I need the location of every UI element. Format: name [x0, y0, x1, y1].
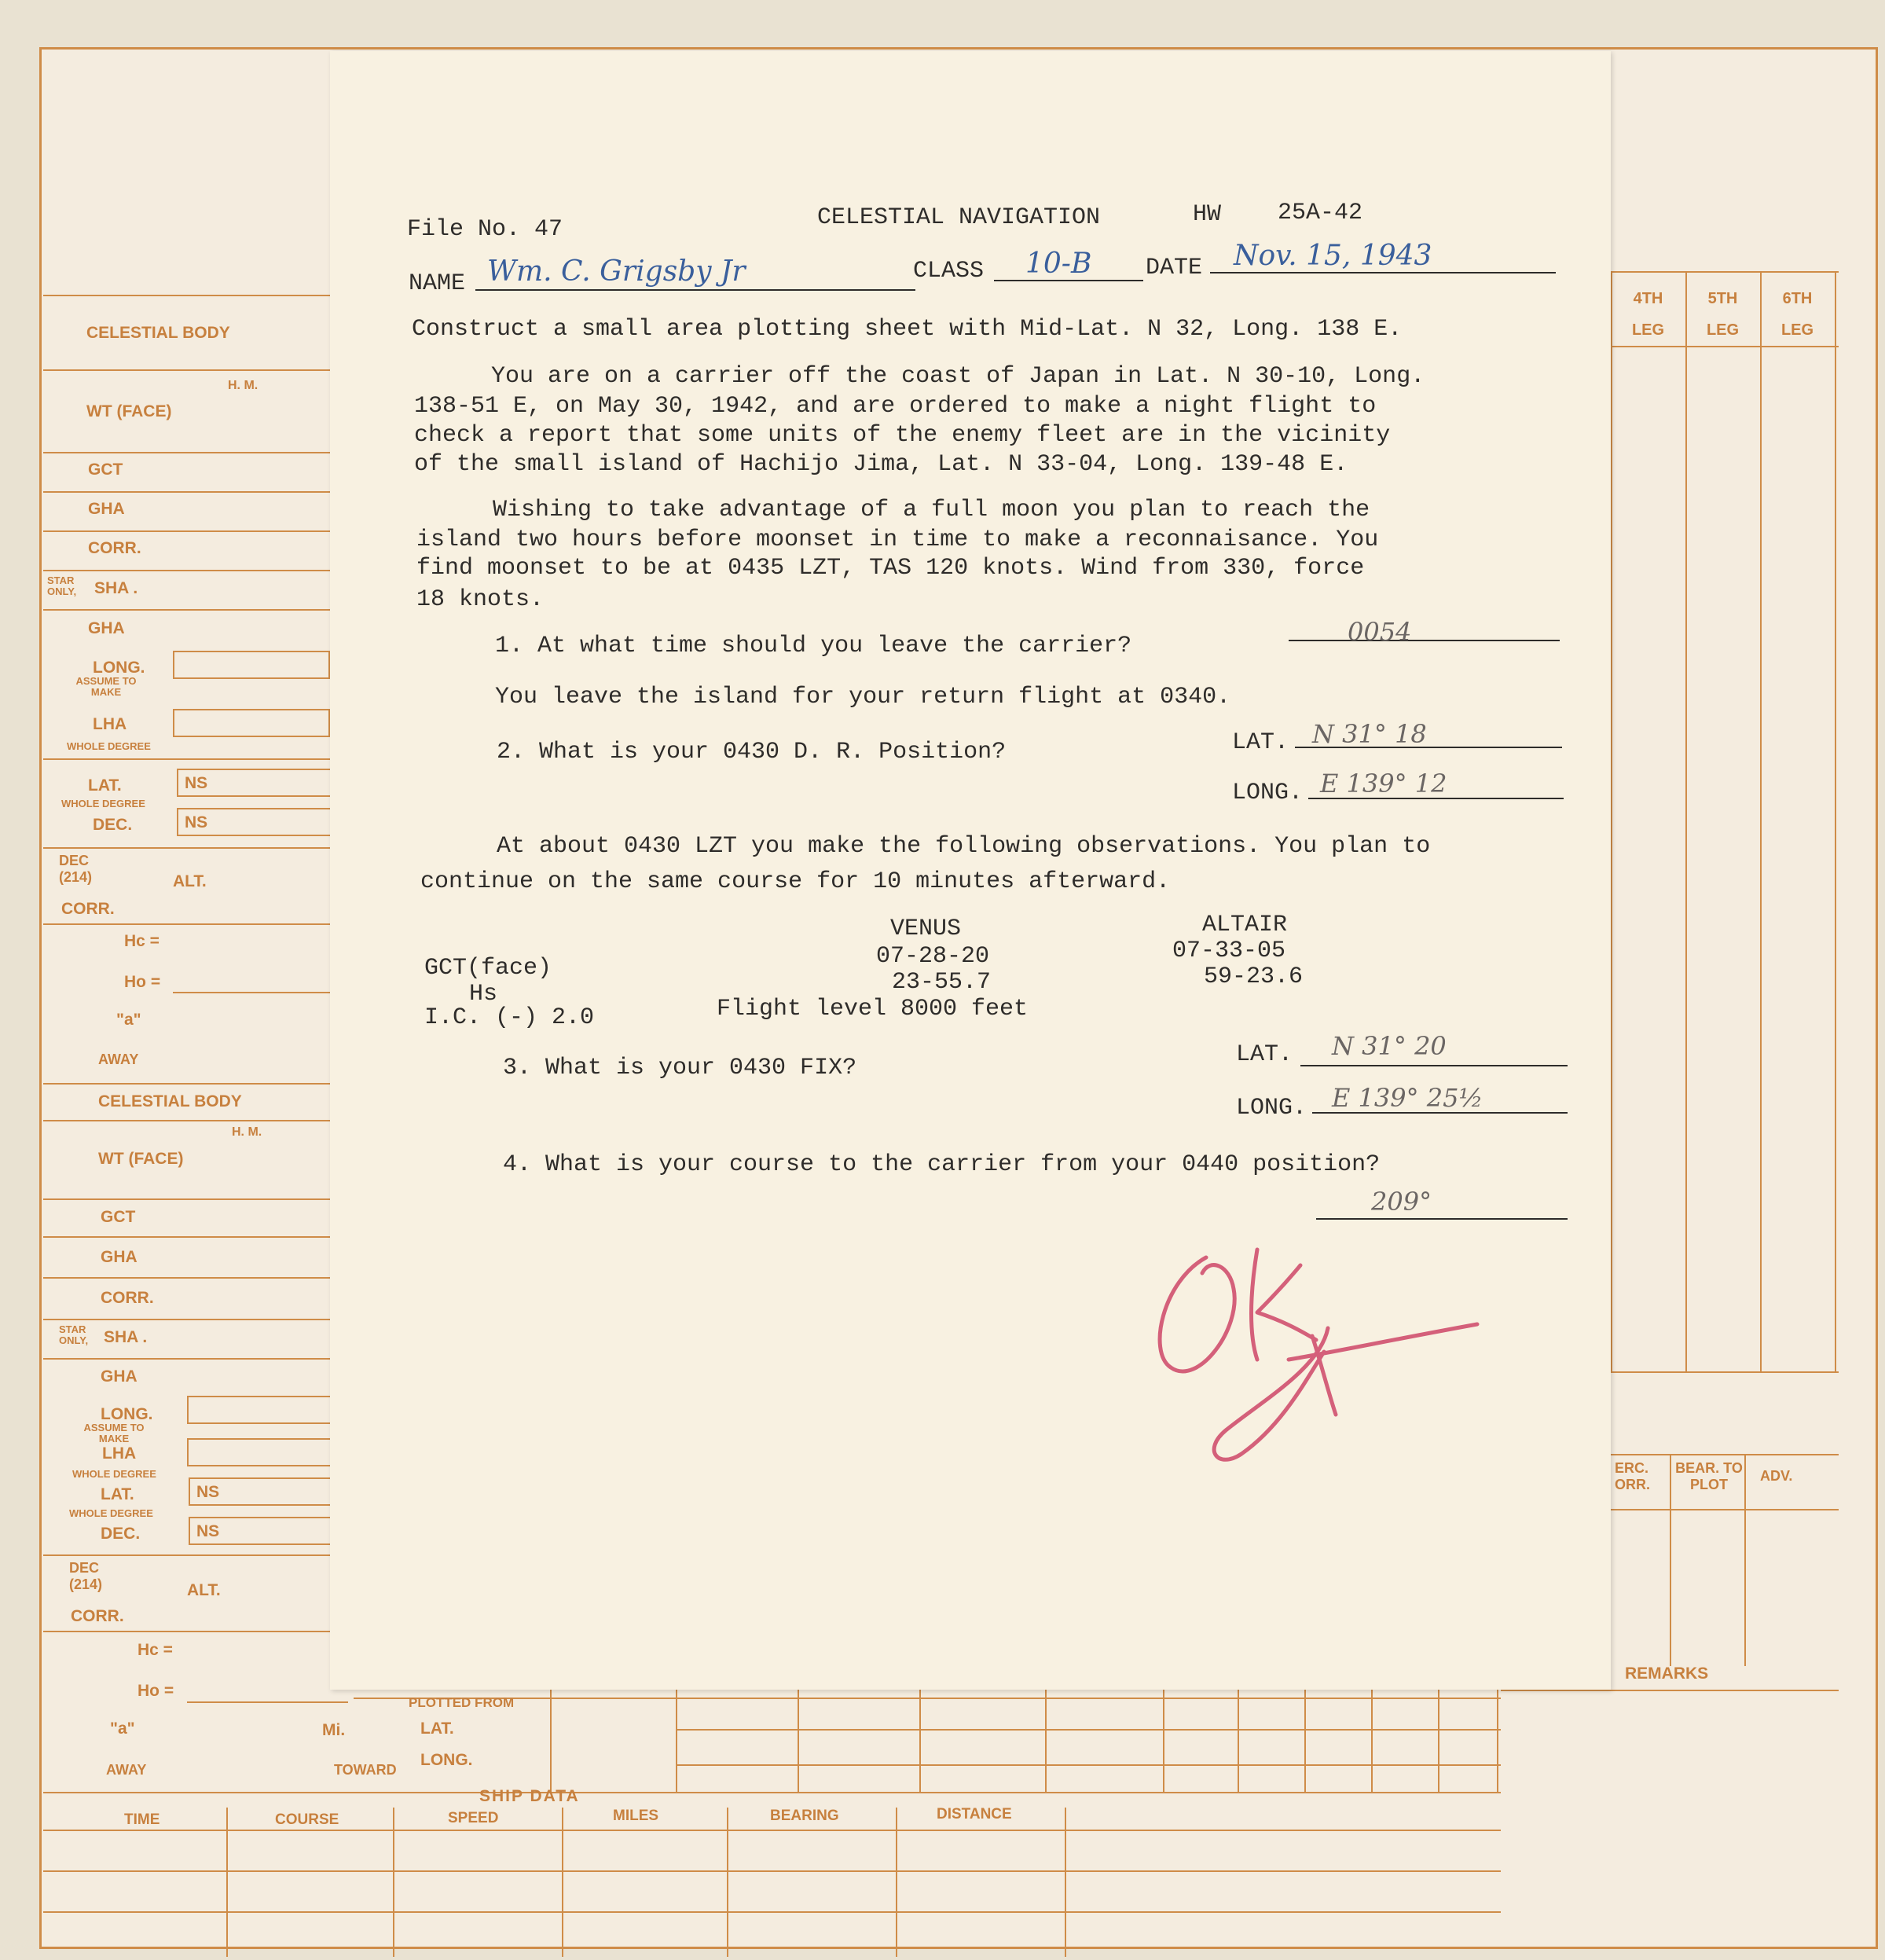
- remarks-line: [1501, 1690, 1839, 1691]
- ho-label-2: Ho =: [138, 1682, 174, 1700]
- grid-row-line: [676, 1729, 1501, 1731]
- row-line: [43, 1554, 350, 1556]
- row-line: [43, 609, 334, 611]
- paragraph-2-line-3: find moonset to be at 0435 LZT, TAS 120 knots. Wind from 330, force: [416, 555, 1365, 582]
- name-underline: [475, 289, 915, 291]
- right-header-divider: [1744, 1454, 1746, 1666]
- venus-gct: 07-28-20: [876, 943, 990, 970]
- venus-hs: 23-55.7: [892, 969, 992, 996]
- distance-column-header: DISTANCE: [937, 1806, 1012, 1822]
- gha-label: GHA: [88, 500, 125, 518]
- grid-divider: [1304, 1690, 1306, 1792]
- right-header-line: [1611, 1454, 1839, 1455]
- grid-divider: [798, 1690, 799, 1792]
- plotted-long-label: LONG.: [420, 1751, 473, 1769]
- sha-label: SHA .: [94, 579, 138, 597]
- row-line: [43, 369, 334, 371]
- whole-degree-label: WHOLE DEGREE: [67, 740, 151, 752]
- grid-divider: [1497, 1690, 1498, 1792]
- row-line: [43, 1120, 346, 1121]
- dec-label-2: DEC.: [101, 1525, 141, 1543]
- ship-table-row: [43, 1870, 1501, 1872]
- remarks-header: REMARKS: [1625, 1665, 1709, 1683]
- lha-box: [173, 709, 330, 737]
- ship-table-row: [43, 1911, 1501, 1913]
- ho-line: [173, 992, 330, 993]
- answer-1: 0054: [1348, 617, 1412, 647]
- long-box-2: [187, 1396, 344, 1424]
- sheet-title: CELESTIAL NAVIGATION: [817, 204, 1101, 231]
- corr2-label-2: CORR.: [71, 1607, 124, 1625]
- answer-3-long: E 139° 25½: [1332, 1083, 1483, 1113]
- plotted-lat-label: LAT.: [420, 1720, 454, 1738]
- leg-bottom-line: [1611, 1371, 1839, 1373]
- lat-label-2: LAT.: [101, 1485, 134, 1503]
- paragraph-3-line-1: At about 0430 LZT you make the following observations. You plan to: [497, 833, 1431, 860]
- plotted-from-divider: [550, 1690, 552, 1792]
- dec-box-2: [189, 1517, 346, 1545]
- ship-data-label: SHIP DATA: [479, 1787, 580, 1805]
- lha-box-2: [187, 1438, 344, 1466]
- student-name: Wm. C. Grigsby Jr: [487, 255, 746, 288]
- answer-2-long: E 139° 12: [1320, 769, 1447, 798]
- altair-gct: 07-33-05: [1172, 938, 1286, 964]
- hc-label: Hc =: [124, 932, 160, 950]
- class-value: 10-B: [1025, 248, 1092, 280]
- corr-label: CORR.: [88, 539, 141, 557]
- row-line: [43, 452, 334, 453]
- instruction-line: Construct a small area plotting sheet with Mid-Lat. N 32, Long. 138 E.: [412, 316, 1403, 343]
- date-underline: [1210, 272, 1556, 273]
- q3-lat-underline: [1300, 1065, 1568, 1066]
- class-underline: [994, 280, 1143, 281]
- erc-orr-header: ERC. ORR.: [1615, 1460, 1650, 1492]
- wt-face-label: WT (FACE): [86, 402, 172, 420]
- row-line: [43, 530, 334, 532]
- row-line: [43, 1631, 350, 1632]
- mi-label: Mi.: [322, 1721, 346, 1739]
- row-line: [43, 847, 334, 849]
- lat-box-2: [189, 1477, 346, 1506]
- wt-face-label-2: WT (FACE): [98, 1150, 184, 1168]
- venus-header: VENUS: [890, 916, 962, 942]
- lha-label: LHA: [93, 715, 127, 733]
- star-only-label-2: STAR ONLY,: [59, 1323, 89, 1346]
- question-4: 4. What is your course to the carrier from your 0440 position?: [503, 1151, 1381, 1178]
- long-label-2: LONG.: [101, 1405, 153, 1423]
- return-flight-line: You leave the island for your return flight at 0340.: [495, 684, 1231, 710]
- row-line: [43, 570, 334, 571]
- answer-2-lat: N 31° 18: [1312, 719, 1427, 749]
- grid-divider: [1045, 1690, 1047, 1792]
- paragraph-1-line-3: check a report that some units of the enemy fleet are in the vicinity: [414, 422, 1391, 449]
- file-number: File No. 47: [407, 216, 563, 243]
- gct-face-label: GCT(face): [424, 955, 552, 982]
- sheet-code: 25A-42: [1278, 200, 1363, 226]
- ship-table-top: [43, 1792, 1501, 1793]
- ho-label: Ho =: [124, 973, 161, 991]
- hm-label: H. M.: [228, 379, 259, 392]
- question-3: 3. What is your 0430 FIX?: [503, 1055, 857, 1081]
- gha2-label-2: GHA: [101, 1367, 138, 1386]
- grid-divider: [919, 1690, 921, 1792]
- lat-label: LAT.: [88, 776, 122, 795]
- ship-col-divider: [1065, 1808, 1066, 1957]
- row-line: [43, 1236, 346, 1238]
- toward-label: TOWARD: [334, 1762, 397, 1778]
- question-1: 1. At what time should you leave the carrier?: [495, 633, 1132, 659]
- gct-label: GCT: [88, 461, 123, 479]
- section-divider: [43, 1083, 334, 1085]
- corr-label-2: CORR.: [101, 1289, 154, 1307]
- whole-degree-label-2: WHOLE DEGREE: [61, 798, 145, 809]
- gha-label-2: GHA: [101, 1248, 138, 1266]
- lat-ns-label-2: NS: [196, 1483, 220, 1501]
- row-line: [43, 491, 334, 493]
- assume-label: ASSUME TO MAKE: [75, 675, 137, 698]
- gct-label-2: GCT: [101, 1208, 136, 1226]
- grid-divider: [1371, 1690, 1373, 1792]
- lat-ns-label: NS: [185, 774, 208, 792]
- leg-5-header: 5TH LEG: [1706, 290, 1740, 339]
- dec-ns-label-2: NS: [196, 1522, 220, 1540]
- answer-1-underline: [1289, 640, 1560, 641]
- a-label: "a": [116, 1011, 141, 1029]
- assume-label-2: ASSUME TO MAKE: [83, 1422, 145, 1444]
- alt-label: ALT.: [173, 872, 207, 890]
- q2-long-label: LONG.: [1232, 780, 1304, 806]
- away-label-2: AWAY: [106, 1762, 147, 1778]
- grid-divider: [1438, 1690, 1439, 1792]
- ship-table-header-line: [43, 1830, 1501, 1831]
- row-line: [43, 923, 334, 925]
- ship-col-divider: [727, 1808, 728, 1957]
- lha-label-2: LHA: [102, 1444, 137, 1463]
- altair-hs: 59-23.6: [1204, 963, 1304, 990]
- class-label: CLASS: [913, 258, 985, 284]
- alt-label-2: ALT.: [187, 1581, 221, 1599]
- hm-label-2: H. M.: [232, 1125, 262, 1139]
- date-label: DATE: [1146, 255, 1203, 281]
- answer-4-underline: [1316, 1218, 1568, 1220]
- ship-col-divider: [562, 1808, 563, 1957]
- hc-label-2: Hc =: [138, 1641, 173, 1659]
- paragraph-2-line-1: Wishing to take advantage of a full moon you plan to reach the: [493, 497, 1370, 523]
- altair-header: ALTAIR: [1202, 912, 1288, 938]
- plotted-line: [354, 1698, 1501, 1699]
- leg-6-header: 6TH LEG: [1780, 290, 1814, 339]
- long-label: LONG.: [93, 659, 145, 677]
- sha-label-2: SHA .: [104, 1328, 148, 1346]
- time-column-header: TIME: [124, 1811, 160, 1828]
- ship-col-divider: [226, 1808, 228, 1957]
- grid-divider: [676, 1690, 677, 1792]
- star-only-label: STAR ONLY,: [47, 574, 77, 597]
- grid-divider: [1238, 1690, 1239, 1792]
- dec-box: [177, 808, 334, 836]
- long-box: [173, 651, 330, 679]
- leg-divider: [1835, 271, 1836, 1371]
- course-column-header: COURSE: [275, 1811, 339, 1828]
- hs-label: Hs: [469, 981, 498, 1008]
- corr2-label: CORR.: [61, 900, 115, 918]
- bearing-column-header: BEARING: [770, 1808, 839, 1824]
- flight-level: Flight level 8000 feet: [717, 996, 1029, 1022]
- away-label: AWAY: [98, 1052, 139, 1067]
- right-header-divider: [1670, 1454, 1671, 1666]
- grader-ok-mark: [1131, 1234, 1493, 1477]
- leg-header-line: [1611, 271, 1839, 273]
- paragraph-2-line-2: island two hours before moonset in time to make a reconnaisance. You: [416, 527, 1379, 553]
- leg-divider: [1611, 271, 1612, 1371]
- leg-4-header: 4TH LEG: [1631, 290, 1665, 339]
- dec-ns-label: NS: [185, 813, 208, 831]
- q2-lat-label: LAT.: [1232, 729, 1289, 756]
- grid-divider: [1163, 1690, 1164, 1792]
- paragraph-1-line-4: of the small island of Hachijo Jima, Lat. N 33-04, Long. 139-48 E.: [414, 451, 1348, 478]
- paragraph-1-line-1: You are on a carrier off the coast of Japan in Lat. N 30-10, Long.: [491, 363, 1425, 390]
- adv-header: ADV.: [1760, 1468, 1793, 1484]
- gha2-label: GHA: [88, 619, 125, 637]
- q3-lat-label: LAT.: [1236, 1041, 1293, 1068]
- celestial-body-label-2: CELESTIAL BODY: [98, 1092, 242, 1110]
- ho-line-2: [187, 1701, 348, 1703]
- ship-col-divider: [393, 1808, 394, 1957]
- a-label-2: "a": [110, 1720, 135, 1738]
- plotted-from-label: PLOTTED FROM: [409, 1695, 515, 1710]
- dec-214-label-2: DEC (214): [69, 1560, 103, 1592]
- celestial-body-label: CELESTIAL BODY: [86, 324, 230, 342]
- row-line: [43, 1319, 346, 1320]
- left-block-top: [43, 295, 334, 296]
- bear-to-plot-header: BEAR. TO PLOT: [1675, 1460, 1743, 1492]
- whole-degree-label-4: WHOLE DEGREE: [69, 1507, 153, 1519]
- row-line: [43, 1198, 346, 1200]
- ic-label: I.C. (-) 2.0: [424, 1004, 595, 1031]
- answer-4: 209°: [1371, 1187, 1432, 1217]
- ship-col-divider: [896, 1808, 897, 1957]
- dec-label: DEC.: [93, 816, 133, 834]
- paragraph-3-line-2: continue on the same course for 10 minutes afterward.: [420, 868, 1171, 895]
- paragraph-2-line-4: 18 knots.: [416, 586, 545, 613]
- leg-header-line: [1611, 346, 1839, 347]
- row-line: [43, 758, 334, 760]
- paragraph-1-line-2: 138-51 E, on May 30, 1942, and are ordered to make a night flight to: [414, 393, 1377, 420]
- q3-long-label: LONG.: [1236, 1095, 1307, 1121]
- row-line: [43, 1277, 346, 1279]
- leg-divider: [1760, 271, 1762, 1371]
- hw-label: HW: [1193, 201, 1222, 228]
- lat-box: [177, 769, 334, 797]
- leg-divider: [1685, 271, 1687, 1371]
- date-value: Nov. 15, 1943: [1234, 240, 1432, 272]
- speed-column-header: SPEED: [448, 1810, 499, 1826]
- question-2: 2. What is your 0430 D. R. Position?: [497, 739, 1007, 765]
- right-header-line: [1611, 1509, 1839, 1510]
- answer-3-lat: N 31° 20: [1332, 1031, 1447, 1061]
- name-label: NAME: [409, 270, 466, 297]
- whole-degree-label-3: WHOLE DEGREE: [72, 1468, 156, 1480]
- row-line: [43, 1358, 346, 1360]
- dec-214-label: DEC (214): [59, 853, 93, 885]
- grid-row-line: [676, 1764, 1501, 1766]
- miles-column-header: MILES: [613, 1808, 659, 1824]
